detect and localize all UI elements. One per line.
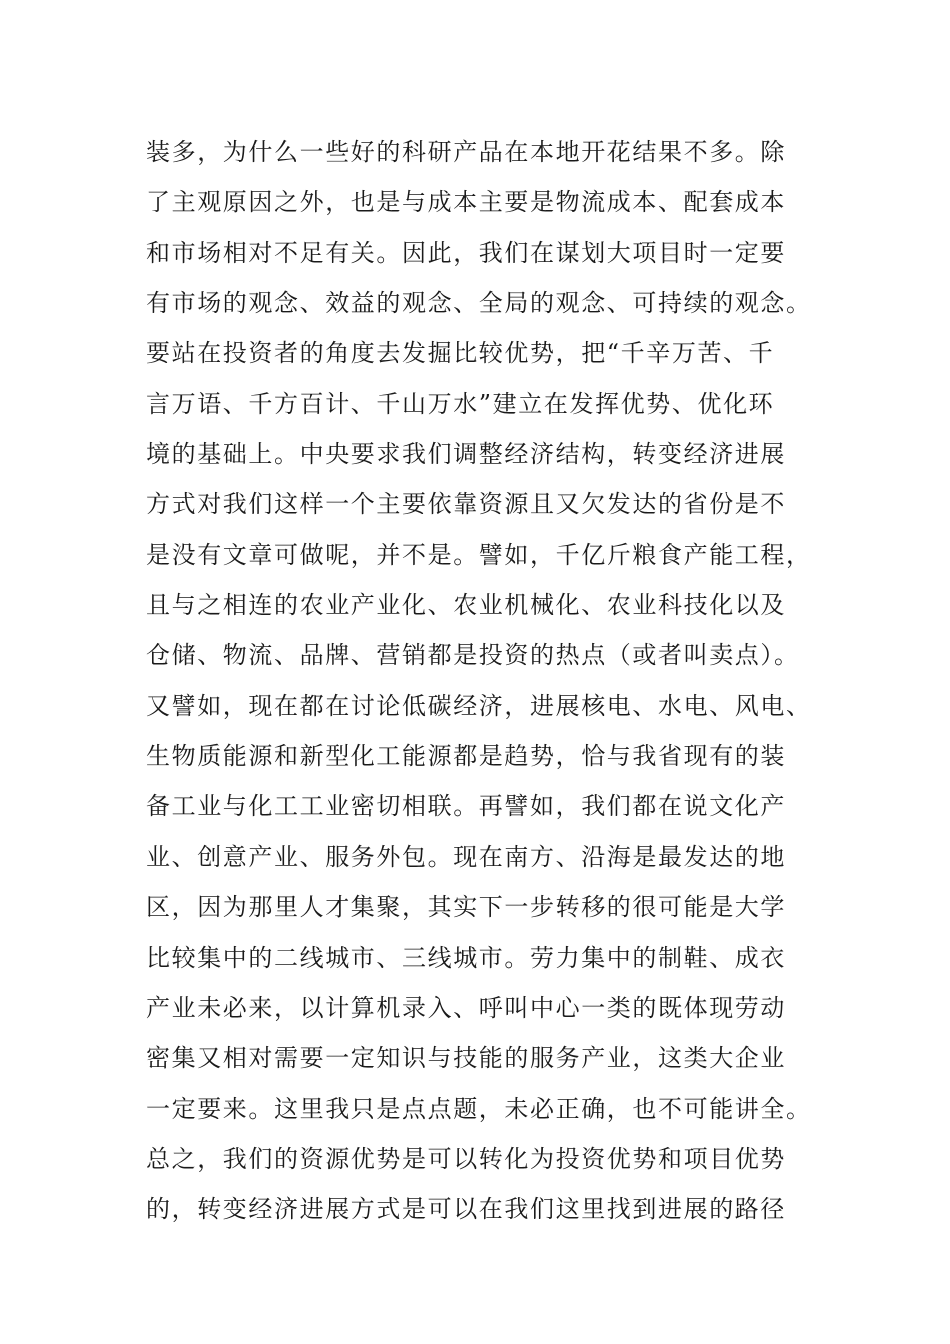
text-line: 密集又相对需要一定知识与技能的服务产业，这类大企业 [146, 1044, 786, 1073]
text-line: 产业未必来，以计算机录入、呼叫中心一类的既体现劳动 [146, 993, 786, 1022]
text-line: 了主观原因之外，也是与成本主要是物流成本、配套成本 [146, 188, 786, 217]
text-line: 和市场相对不足有关。因此，我们在谋划大项目时一定要 [146, 238, 786, 267]
text-line: 要站在投资者的角度去发掘比较优势，把“千辛万苦、千 [146, 339, 775, 368]
text-line: 装多，为什么一些好的科研产品在本地开花结果不多。除 [146, 138, 786, 166]
text-line: 区，因为那里人才集聚，其实下一步转移的很可能是大学 [146, 893, 786, 922]
text-line: 且与之相连的农业产业化、农业机械化、农业科技化以及 [146, 591, 786, 620]
text-line: 方式对我们这样一个主要依靠资源且又欠发达的省份是不 [146, 490, 786, 519]
text-line: 言万语、千方百计、千山万水”建立在发挥优势、优化环 [146, 389, 775, 418]
text-line: 一定要来。这里我只是点点题，未必正确，也不可能讲全。 [146, 1094, 812, 1123]
text-line: 有市场的观念、效益的观念、全局的观念、可持续的观念。 [146, 289, 812, 318]
text-line: 境的基础上。中央要求我们调整经济结构，转变经济进展 [146, 440, 786, 469]
text-line: 是没有文章可做呢，并不是。譬如，千亿斤粮食产能工程， [146, 540, 812, 569]
text-line: 比较集中的二线城市、三线城市。劳力集中的制鞋、成衣 [146, 943, 786, 972]
text-line: 又譬如，现在都在讨论低碳经济，进展核电、水电、风电、 [146, 691, 812, 720]
text-line: 仓储、物流、品牌、营销都是投资的热点（或者叫卖点）。 [146, 641, 800, 670]
text-line: 总之，我们的资源优势是可以转化为投资优势和项目优势 [146, 1144, 786, 1173]
body-text [146, 127, 812, 1235]
text-line: 生物质能源和新型化工能源都是趋势，恰与我省现有的装 [146, 742, 786, 771]
text-line: 备工业与化工工业密切相联。再譬如，我们都在说文化产 [146, 792, 786, 821]
text-line: 的，转变经济进展方式是可以在我们这里找到进展的路径 [146, 1195, 786, 1224]
text-line: 业、创意产业、服务外包。现在南方、沿海是最发达的地 [146, 842, 786, 871]
